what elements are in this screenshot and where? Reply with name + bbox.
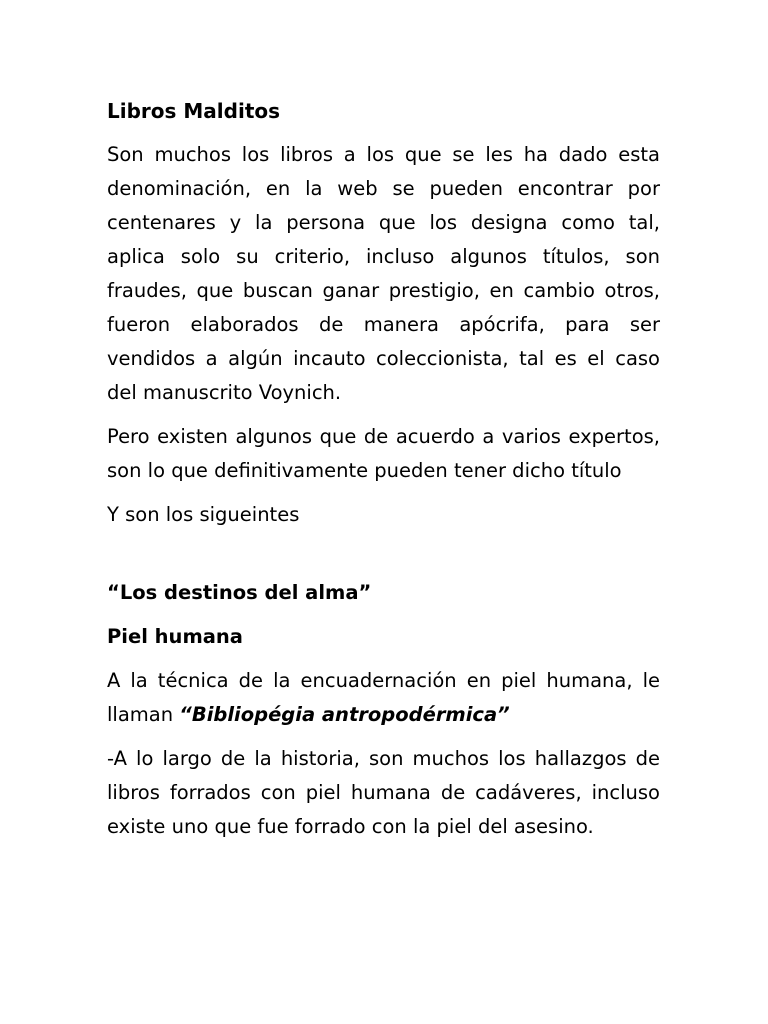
history-paragraph: -A lo largo de la historia, son muchos los hallazgos de libros forrados con piel humana de cadáveres, incluso existe uno que fue forrado con la piel del asesino. xyxy=(107,747,660,838)
document-title: Libros Malditos xyxy=(107,99,281,123)
subheading: Piel humana xyxy=(107,625,243,648)
technique-text: A la técnica de la encuadernación en piel humana, le llaman xyxy=(107,669,660,726)
document-page xyxy=(107,94,660,854)
list-intro-paragraph: Y son los sigueintes xyxy=(107,503,300,526)
blank-line xyxy=(107,542,660,576)
intro-paragraph: Son muchos los libros a los que se les ha dado esta denominación, en la web se pueden encontrar por centenares y la persona que los designa como tal, aplica solo su criterio, incluso algunos títulos, son fraudes, que buscan ganar prestigio, en cambio otros, fueron elaborados de manera apócrifa, para ser vendidos a algún incauto coleccionista, tal es el caso del manuscrito Voynich. xyxy=(107,143,660,404)
experts-paragraph: Pero existen algunos que de acuerdo a varios expertos, son lo que definitivamente pueden tener dicho título xyxy=(107,425,660,482)
technique-term: “Bibliopégia antropodérmica” xyxy=(179,703,510,726)
section-heading: “Los destinos del alma” xyxy=(107,581,372,604)
technique-paragraph xyxy=(107,664,660,732)
